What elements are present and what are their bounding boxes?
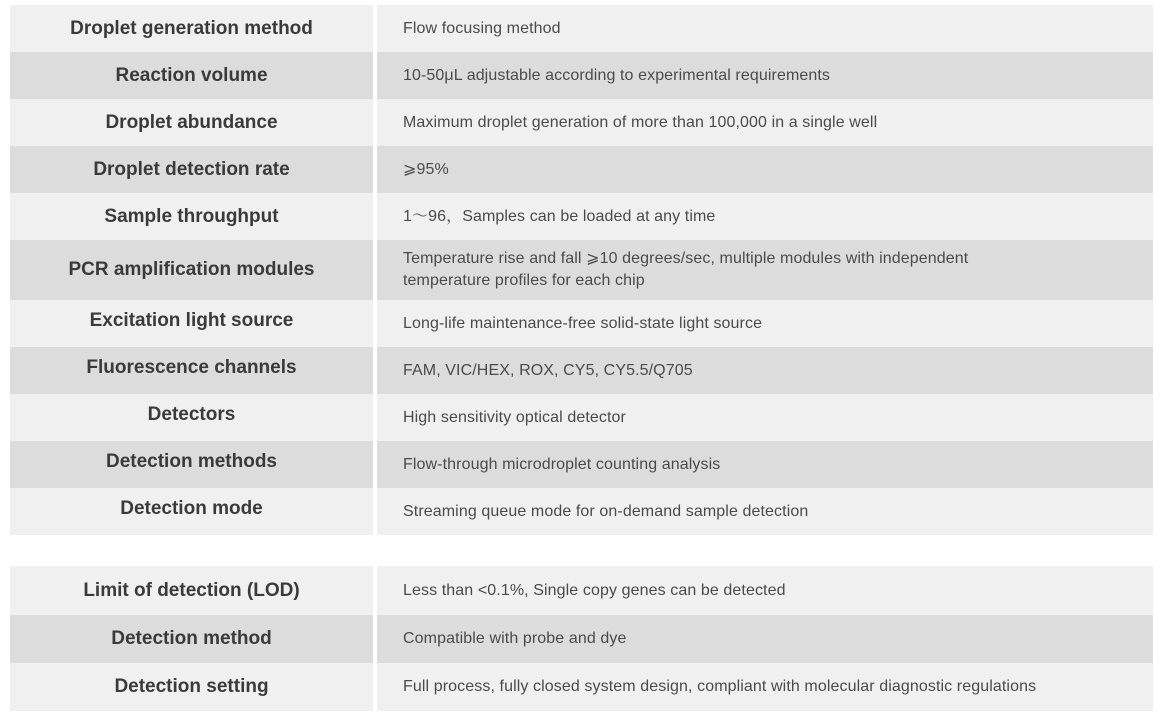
spec-row-sample-throughput	[10, 193, 1153, 240]
spec-row-fluorescence-channels	[10, 347, 1153, 394]
spec-value: Full process, fully closed system design, compliant with molecular diagnostic regulations	[403, 678, 1037, 695]
spec-label: Droplet detection rate	[93, 158, 290, 180]
spec-label: Detection setting	[114, 676, 269, 697]
spec-row-excitation-light-source	[10, 300, 1153, 347]
spec-value: Long-life maintenance-free solid-state light source	[403, 314, 763, 332]
spec-label: Reaction volume	[115, 64, 268, 86]
spec-value: 10-50μL adjustable according to experimental requirements	[403, 66, 831, 84]
spec-value: Flow-through microdroplet counting analysis	[403, 455, 721, 473]
spec-label: Limit of detection (LOD)	[83, 579, 300, 601]
spec-label: Sample throughput	[104, 205, 279, 227]
spec-row-detectors	[10, 394, 1153, 441]
spec-label: Detection methods	[105, 451, 278, 472]
detection-specifications-table	[10, 566, 1153, 711]
spec-value: Maximum droplet generation of more than 100,000 in a single well	[403, 113, 878, 131]
spec-value: High sensitivity optical detector	[403, 408, 626, 426]
spec-label: Droplet abundance	[105, 111, 278, 133]
spec-label: Excitation light source	[89, 310, 294, 331]
spec-row-droplet-abundance	[10, 99, 1153, 146]
spec-label: Droplet generation method	[70, 17, 313, 39]
spec-row-pcr-amplification-modules	[10, 240, 1153, 300]
spec-value: 1～96，Samples can be loaded at any time	[403, 207, 716, 225]
spec-row-detection-setting	[10, 663, 1153, 711]
spec-label: Detection mode	[120, 498, 263, 519]
spec-row-droplet-generation-method	[10, 5, 1153, 52]
specifications-table	[10, 5, 1153, 535]
spec-row-droplet-detection-rate	[10, 146, 1153, 193]
spec-value: FAM, VIC/HEX, ROX, CY5, CY5.5/Q705	[403, 361, 693, 379]
spec-row-limit-of-detection	[10, 566, 1153, 615]
spec-row-reaction-volume	[10, 52, 1153, 99]
spec-row-detection-method	[10, 615, 1153, 663]
spec-label: Detection method	[111, 628, 272, 649]
spec-value: Less than <0.1%, Single copy genes can be detected	[403, 581, 786, 599]
spec-row-detection-methods	[10, 441, 1153, 488]
spec-value: Compatible with probe and dye	[403, 630, 627, 647]
spec-label: PCR amplification modules	[68, 259, 315, 280]
spec-value: Temperature rise and fall ⩾10 degrees/sec, multiple modules with independent temperature profiles for each chip	[403, 250, 969, 289]
spec-label: Detectors	[147, 404, 236, 425]
spec-value: Streaming queue mode for on-demand sample detection	[403, 502, 809, 520]
spec-value: Flow focusing method	[403, 19, 561, 37]
spec-value: ⩾95%	[403, 160, 449, 178]
spec-row-detection-mode	[10, 488, 1153, 535]
spec-label: Fluorescence channels	[86, 357, 297, 378]
